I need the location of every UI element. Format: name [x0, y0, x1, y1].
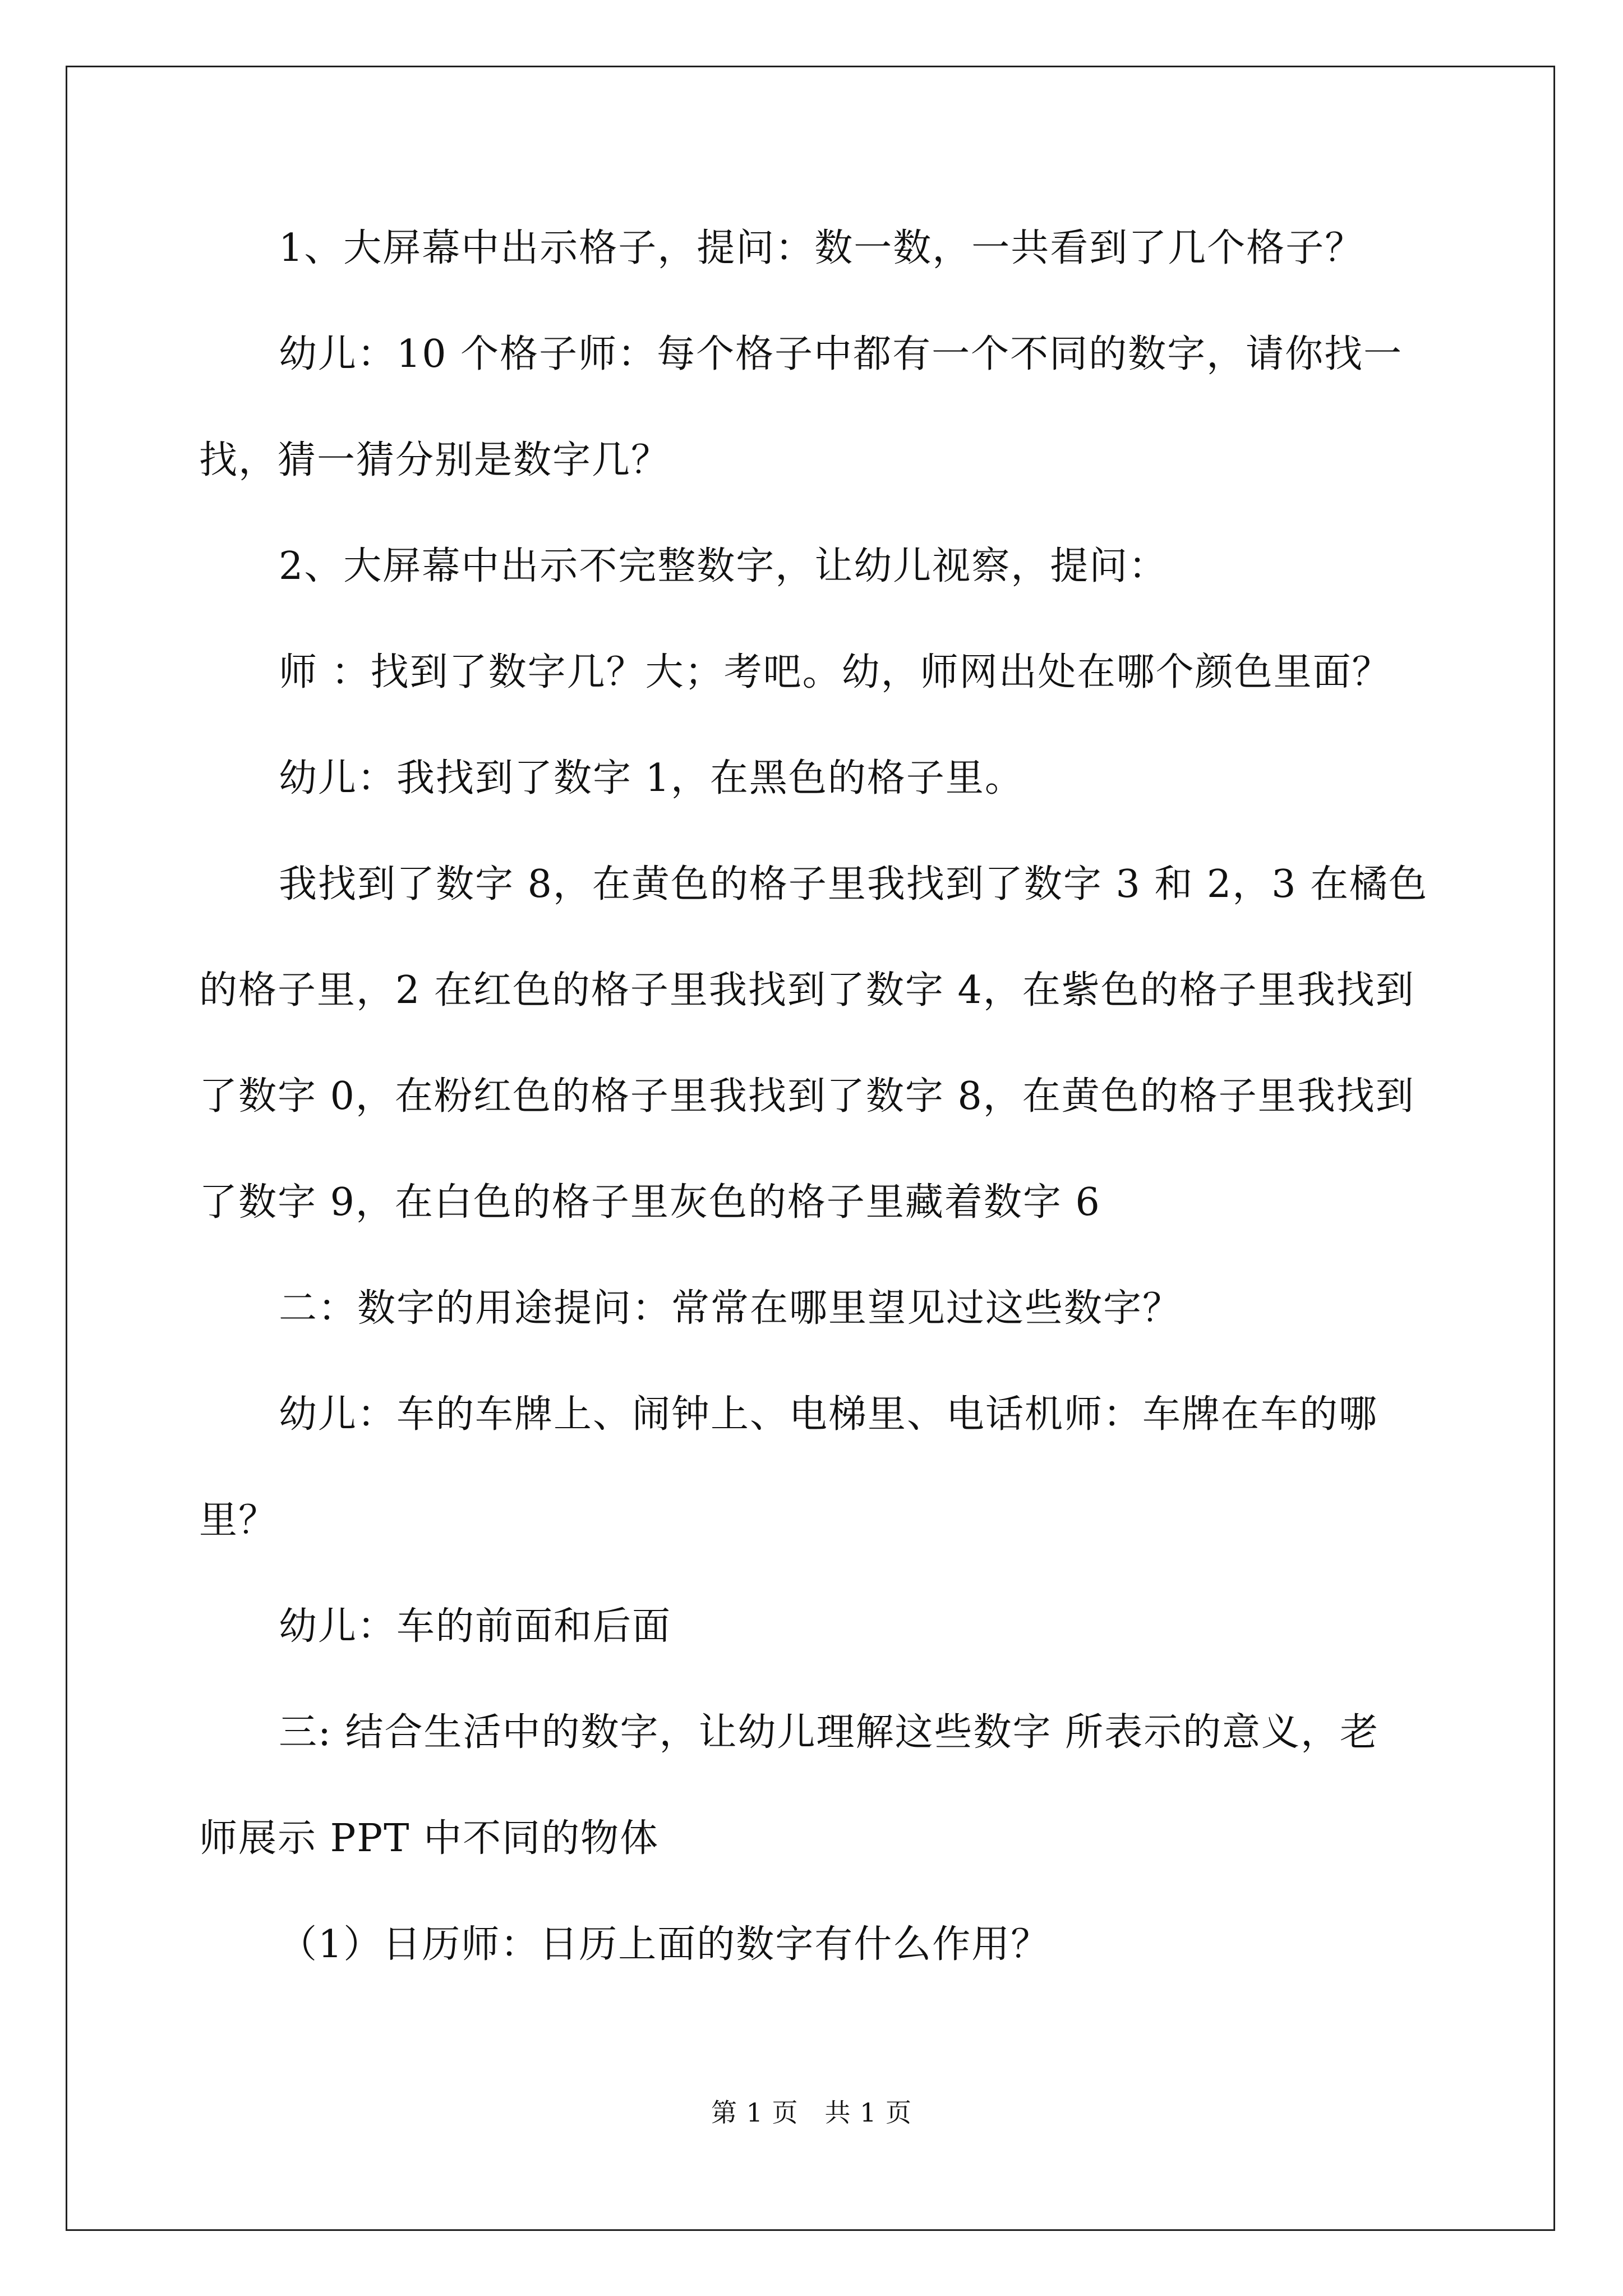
text-line: 了数字 9，在白色的格子里灰色的格子里藏着数字 6	[199, 1180, 1101, 1225]
text-line: 的格子里，2 在红色的格子里我找到了数字 4，在紫色的格子里我找到	[199, 968, 1415, 1013]
text-line: 师 ：找到了数字几？大；考吧。幼，师网出处在哪个颜色里面？	[279, 650, 1391, 694]
text-line: 幼儿：我找到了数字 1，在黑色的格子里。	[279, 756, 1024, 800]
text-line: 了数字 0，在粉红色的格子里我找到了数字 8，在黄色的格子里我找到	[199, 1074, 1415, 1119]
text-line: 师展示 PPT 中不同的物体	[199, 1816, 660, 1861]
text-line: 我找到了数字 8，在黄色的格子里我找到了数字 3 和 2，3 在橘色	[279, 862, 1428, 907]
text-line: 里？	[199, 1498, 278, 1543]
text-line: 2、大屏幕中出示不完整数字，让幼儿视察，提问：	[279, 544, 1168, 588]
text-line: 幼儿：10 个格子师：每个格子中都有一个不同的数字，请你找一	[279, 332, 1403, 376]
page-footer: 第 1 页 共 1 页	[711, 2097, 912, 2128]
text-line: 三: 结合生活中的数字，让幼儿理解这些数字 所表示的意义，老	[279, 1710, 1380, 1755]
text-line: 1、大屏幕中出示格子，提问：数一数，一共看到了几个格子？	[279, 226, 1364, 270]
page-border	[66, 66, 1555, 2231]
text-line: （1）日历师：日历上面的数字有什么作用？	[279, 1922, 1050, 1967]
text-line: 幼儿：车的车牌上、闹钟上、电梯里、电话机师：车牌在车的哪	[279, 1392, 1378, 1437]
text-line: 二：数字的用途提问：常常在哪里望见过这些数字？	[279, 1286, 1182, 1331]
text-line: 找，猜一猜分别是数字几？	[199, 438, 671, 482]
text-line: 幼儿：车的前面和后面	[279, 1604, 672, 1649]
